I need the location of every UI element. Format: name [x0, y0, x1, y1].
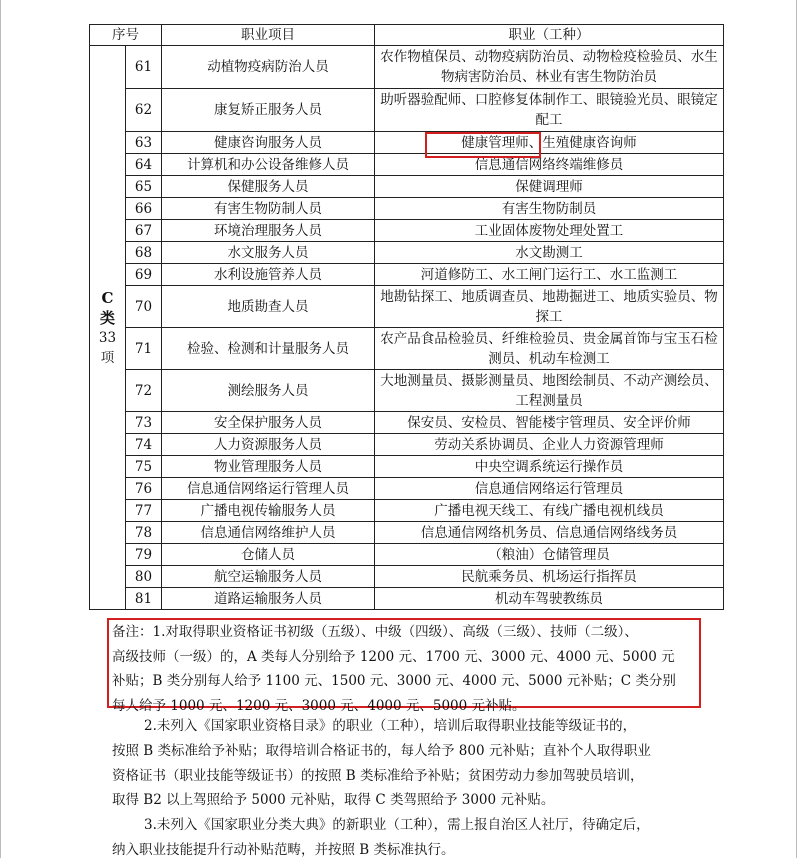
category-letter: C — [101, 288, 114, 307]
row-occupation: 助听器验配师、口腔修复体制作工、眼镜验光员、眼镜定配工 — [375, 89, 724, 132]
row-project: 环境治理服务人员 — [162, 220, 375, 242]
table-header-row — [90, 25, 724, 46]
row-occupation: 保安员、安检员、智能楼宇管理员、安全评价师 — [375, 412, 724, 434]
row-project: 检验、检测和计量服务人员 — [162, 328, 375, 370]
row-occupation: 农产品食品检验员、纤维检验员、贵金属首饰与宝玉石检测员、机动车检测工 — [375, 328, 724, 370]
table-row — [90, 456, 724, 478]
row-project: 安全保护服务人员 — [162, 412, 375, 434]
note-3-line: 3.未列入《国家职业分类大典》的新职业（工种），需上报自治区人社厅，待确定后， — [144, 817, 650, 834]
occupation-table — [89, 24, 724, 610]
page-edge-left — [0, 0, 1, 858]
row-occupation: 地勘钻探工、地质调查员、地勘掘进工、地质实验员、物探工 — [375, 286, 724, 328]
row-project: 保健服务人员 — [162, 176, 375, 198]
category-unit: 项 — [100, 349, 115, 366]
row-number: 66 — [126, 198, 162, 220]
row-project: 仓储人员 — [162, 544, 375, 566]
table-row — [90, 500, 724, 522]
row-occupation: 水文勘测工 — [375, 242, 724, 264]
row-number: 75 — [126, 456, 162, 478]
row-occupation: 广播电视天线工、有线广播电视机线员 — [375, 500, 724, 522]
row-project: 有害生物防制人员 — [162, 198, 375, 220]
row-occupation: 有害生物防制员 — [375, 198, 724, 220]
row-number: 64 — [126, 154, 162, 176]
table-row — [90, 522, 724, 544]
table-row — [90, 132, 724, 154]
category-count: 33 — [98, 329, 117, 346]
occupation-part: 生殖健康咨询师 — [542, 134, 637, 151]
row-project: 广播电视传输服务人员 — [162, 500, 375, 522]
row-occupation: 河道修防工、水工闸门运行工、水工监测工 — [375, 264, 724, 286]
table-row — [90, 544, 724, 566]
row-project: 水利设施管养人员 — [162, 264, 375, 286]
table-row — [90, 434, 724, 456]
header-occupation: 职业（工种） — [375, 25, 724, 46]
note-1 — [112, 620, 702, 718]
occupation-part: 健康管理师、 — [461, 134, 543, 151]
table-row — [90, 264, 724, 286]
row-number: 69 — [126, 264, 162, 286]
note-2-line: 资格证书（职业技能等级证书）的按照 B 类标准给予补贴；贫困劳动力参加驾驶员培训， — [112, 767, 644, 784]
table-row — [90, 286, 724, 328]
row-project: 动植物疫病防治人员 — [162, 46, 375, 89]
table-row — [90, 242, 724, 264]
table-row — [90, 328, 724, 370]
row-number: 78 — [126, 522, 162, 544]
table-row — [90, 46, 724, 89]
table-row — [90, 412, 724, 434]
row-occupation: 工业固体废物处理处置工 — [375, 220, 724, 242]
row-number: 74 — [126, 434, 162, 456]
row-number: 62 — [126, 89, 162, 132]
row-project: 物业管理服务人员 — [162, 456, 375, 478]
row-project: 计算机和办公设备维修人员 — [162, 154, 375, 176]
table-row — [90, 176, 724, 198]
row-number: 65 — [126, 176, 162, 198]
table-row — [90, 220, 724, 242]
note-1-line: 备注：1.对取得职业资格证书初级（五级）、中级（四级）、高级（三级）、技师（二级）、 — [112, 624, 638, 640]
row-project: 水文服务人员 — [162, 242, 375, 264]
header-seq: 序号 — [90, 25, 162, 46]
row-occupation: 机动车驾驶教练员 — [375, 588, 724, 610]
table-row — [90, 154, 724, 176]
table-row — [90, 566, 724, 588]
page-edge-right — [796, 0, 797, 858]
note-1-line: 补贴；B 类分别每人给予 1100 元、1500 元、3000 元、4000 元、5000 元补贴；C 类分别 — [112, 673, 676, 689]
note-2-line: 取得 B2 以上驾照给予 5000 元补贴，取得 C 类驾照给予 3000 元补贴。 — [112, 792, 555, 809]
category-type: 类 — [99, 308, 115, 327]
row-occupation: 信息通信网络运行管理员 — [375, 478, 724, 500]
row-number: 71 — [126, 328, 162, 370]
row-project: 道路运输服务人员 — [162, 588, 375, 610]
row-project: 信息通信网络运行管理人员 — [162, 478, 375, 500]
row-occupation: 民航乘务员、机场运行指挥员 — [375, 566, 724, 588]
table-row — [90, 89, 724, 132]
note-2-line: 2.未列入《国家职业资格目录》的职业（工种），培训后取得职业技能等级证书的， — [144, 718, 637, 734]
row-number: 61 — [126, 46, 162, 89]
category-cell — [90, 46, 126, 610]
row-number: 77 — [126, 500, 162, 522]
note-2 — [112, 714, 712, 863]
row-number: 67 — [126, 220, 162, 242]
row-project: 地质勘查人员 — [162, 286, 375, 328]
row-occupation: （粮油）仓储管理员 — [375, 544, 724, 566]
table-row — [90, 478, 724, 500]
row-number: 73 — [126, 412, 162, 434]
row-occupation: 农作物植保员、动物疫病防治员、动物检疫检验员、水生物病害防治员、林业有害生物防治员 — [375, 46, 724, 89]
row-number: 68 — [126, 242, 162, 264]
row-occupation: 保健调理师 — [375, 176, 724, 198]
header-project: 职业项目 — [162, 25, 375, 46]
row-occupation: 信息通信网络终端维修员 — [375, 154, 724, 176]
table-row — [90, 370, 724, 412]
row-number: 70 — [126, 286, 162, 328]
note-2-line: 按照 B 类标准给予补贴；取得培训合格证书的，每人给予 800 元补贴；直补个人取得职业 — [112, 742, 651, 759]
row-project: 人力资源服务人员 — [162, 434, 375, 456]
row-project: 康复矫正服务人员 — [162, 89, 375, 132]
note-3-line: 纳入职业技能提升行动补贴范畴，并按照 B 类标准执行。 — [112, 841, 455, 858]
row-number: 79 — [126, 544, 162, 566]
note-1-line: 每人给予 1000 元、1200 元、3000 元、4000 元、5000 元补贴。 — [112, 697, 526, 714]
row-project: 信息通信网络维护人员 — [162, 522, 375, 544]
row-project: 健康咨询服务人员 — [162, 132, 375, 154]
row-occupation: 中央空调系统运行操作员 — [375, 456, 724, 478]
row-project: 航空运输服务人员 — [162, 566, 375, 588]
note-1-line: 高级技师（一级）的，A 类每人分别给予 1200 元、1700 元、3000 元、4000 元、5000 元 — [112, 648, 675, 665]
row-number: 63 — [126, 132, 162, 154]
highlight-box-health-manager — [425, 132, 541, 158]
row-number: 80 — [126, 566, 162, 588]
row-project: 测绘服务人员 — [162, 370, 375, 412]
table-row — [90, 198, 724, 220]
row-occupation: 大地测量员、摄影测量员、地图绘制员、不动产测绘员、工程测量员 — [375, 370, 724, 412]
row-occupation: 劳动关系协调员、企业人力资源管理师 — [375, 434, 724, 456]
row-number: 72 — [126, 370, 162, 412]
table-row — [90, 588, 724, 610]
row-number: 76 — [126, 478, 162, 500]
row-occupation: 信息通信网络机务员、信息通信网络线务员 — [375, 522, 724, 544]
row-number: 81 — [126, 588, 162, 610]
